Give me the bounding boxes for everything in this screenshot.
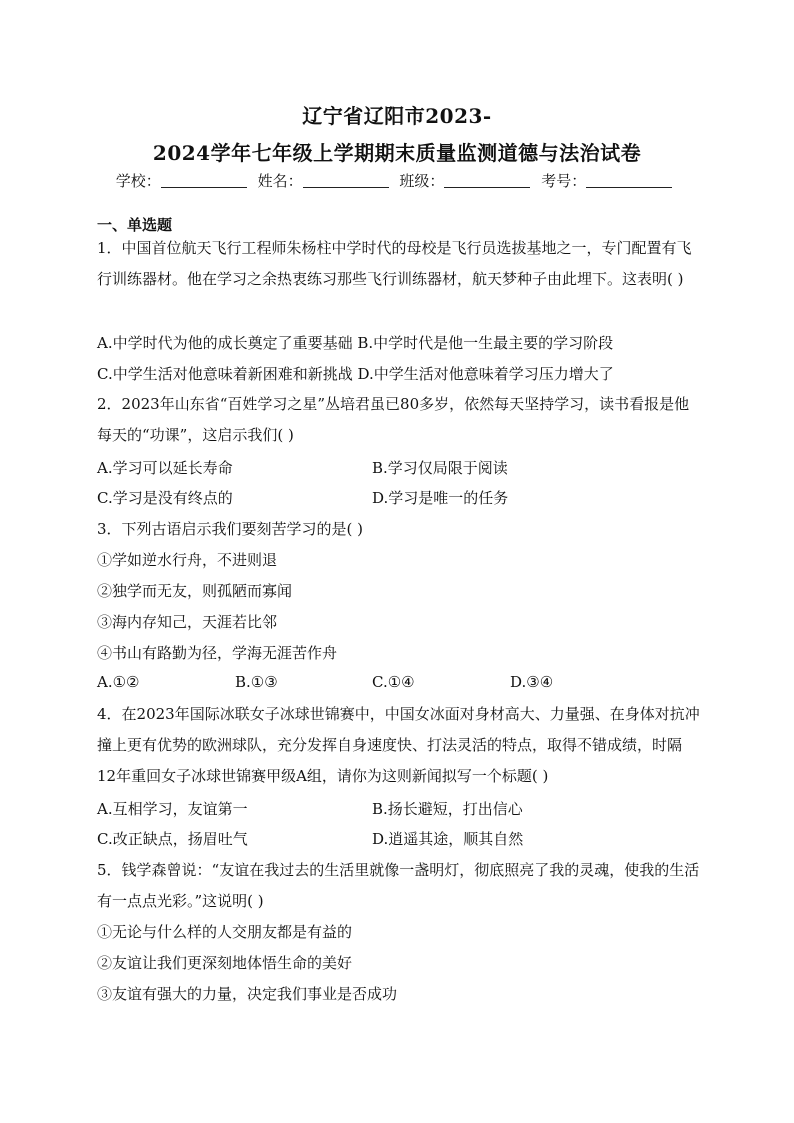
class-label: 班级： <box>399 172 445 190</box>
question-2-stem: 2．2023年山东省“百姓学习之星”丛培君虽已80多岁，依然每天坚持学习，读书看报是他每天的“功课”，这启示我们( ) <box>97 395 690 444</box>
question-2-option-a: A.学习可以延长寿命 <box>97 459 233 477</box>
question-4-option-d: D.逍遥其途，顺其自然 <box>372 830 524 848</box>
name-blank[interactable] <box>303 171 389 188</box>
question-3-stem: 3．下列古语启示我们要刻苦学习的是( ) <box>97 520 364 538</box>
exam-title-line2: 2024学年七年级上学期期末质量监测道德与法治试卷 <box>152 141 642 165</box>
school-blank[interactable] <box>161 171 247 188</box>
question-3-option-a: A.①② <box>97 673 140 691</box>
name-label: 姓名： <box>257 172 303 190</box>
question-4-stem: 4．在2023年国际冰联女子冰球世锦赛中，中国女冰面对身材高大、力量强、在身体对抗冲撞上更有优势的欧洲球队，充分发挥自身速度快、打法灵活的特点，取得不错成绩，时隔12年重回女子冰球世锦赛甲级A组，请你为这则新闻拟写一个标题( ) <box>97 705 700 785</box>
class-blank[interactable] <box>444 171 530 188</box>
question-3-option-d: D.③④ <box>510 673 554 691</box>
question-2-option-c: C.学习是没有终点的 <box>97 489 233 507</box>
number-label: 考号： <box>541 172 587 190</box>
question-5-item-1: ①无论与什么样的人交朋友都是有益的 <box>97 923 353 941</box>
exam-title-line1: 辽宁省辽阳市2023- <box>302 104 492 128</box>
question-5-stem: 5．钱学森曾说：“友谊在我过去的生活里就像一盏明灯，彻底照亮了我的灵魂，使我的生活有一点点光彩。”这说明( ) <box>97 861 700 910</box>
school-label: 学校： <box>115 172 161 190</box>
question-4-option-b: B.扬长避短，打出信心 <box>372 800 523 818</box>
question-3-item-2: ②独学而无友，则孤陋而寡闻 <box>97 582 293 600</box>
question-4-option-a: A.互相学习，友谊第一 <box>97 800 248 818</box>
question-3-item-1: ①学如逆水行舟，不进则退 <box>97 551 278 569</box>
question-3-item-4: ④书山有路勤为径，学海无涯苦作舟 <box>97 644 338 662</box>
question-3-option-b: B.①③ <box>235 673 278 691</box>
number-blank[interactable] <box>586 171 672 188</box>
question-5-item-3: ③友谊有强大的力量，决定我们事业是否成功 <box>97 985 398 1003</box>
question-1-stem: 1．中国首位航天飞行工程师朱杨柱中学时代的母校是飞行员选拔基地之一，专门配置有飞行训练器材。他在学习之余热衷练习那些飞行训练器材，航天梦种子由此埋下。这表明( ) <box>97 239 692 288</box>
question-3-item-3: ③海内存知己，天涯若比邻 <box>97 613 278 631</box>
section-title: 一、单选题 <box>97 216 173 234</box>
question-2-option-b: B.学习仅局限于阅读 <box>372 459 508 477</box>
student-info-row <box>0 170 794 191</box>
question-4-option-c: C.改正缺点，扬眉吐气 <box>97 830 248 848</box>
question-1-options-cd: C.中学生活对他意味着新困难和新挑战 D.中学生活对他意味着学习压力增大了 <box>97 365 614 383</box>
question-2-option-d: D.学习是唯一的任务 <box>372 489 509 507</box>
question-3-option-c: C.①④ <box>372 673 415 691</box>
question-1-options-ab: A.中学时代为他的成长奠定了重要基础 B.中学时代是他一生最主要的学习阶段 <box>97 334 614 352</box>
question-5-item-2: ②友谊让我们更深刻地体悟生命的美好 <box>97 954 353 972</box>
